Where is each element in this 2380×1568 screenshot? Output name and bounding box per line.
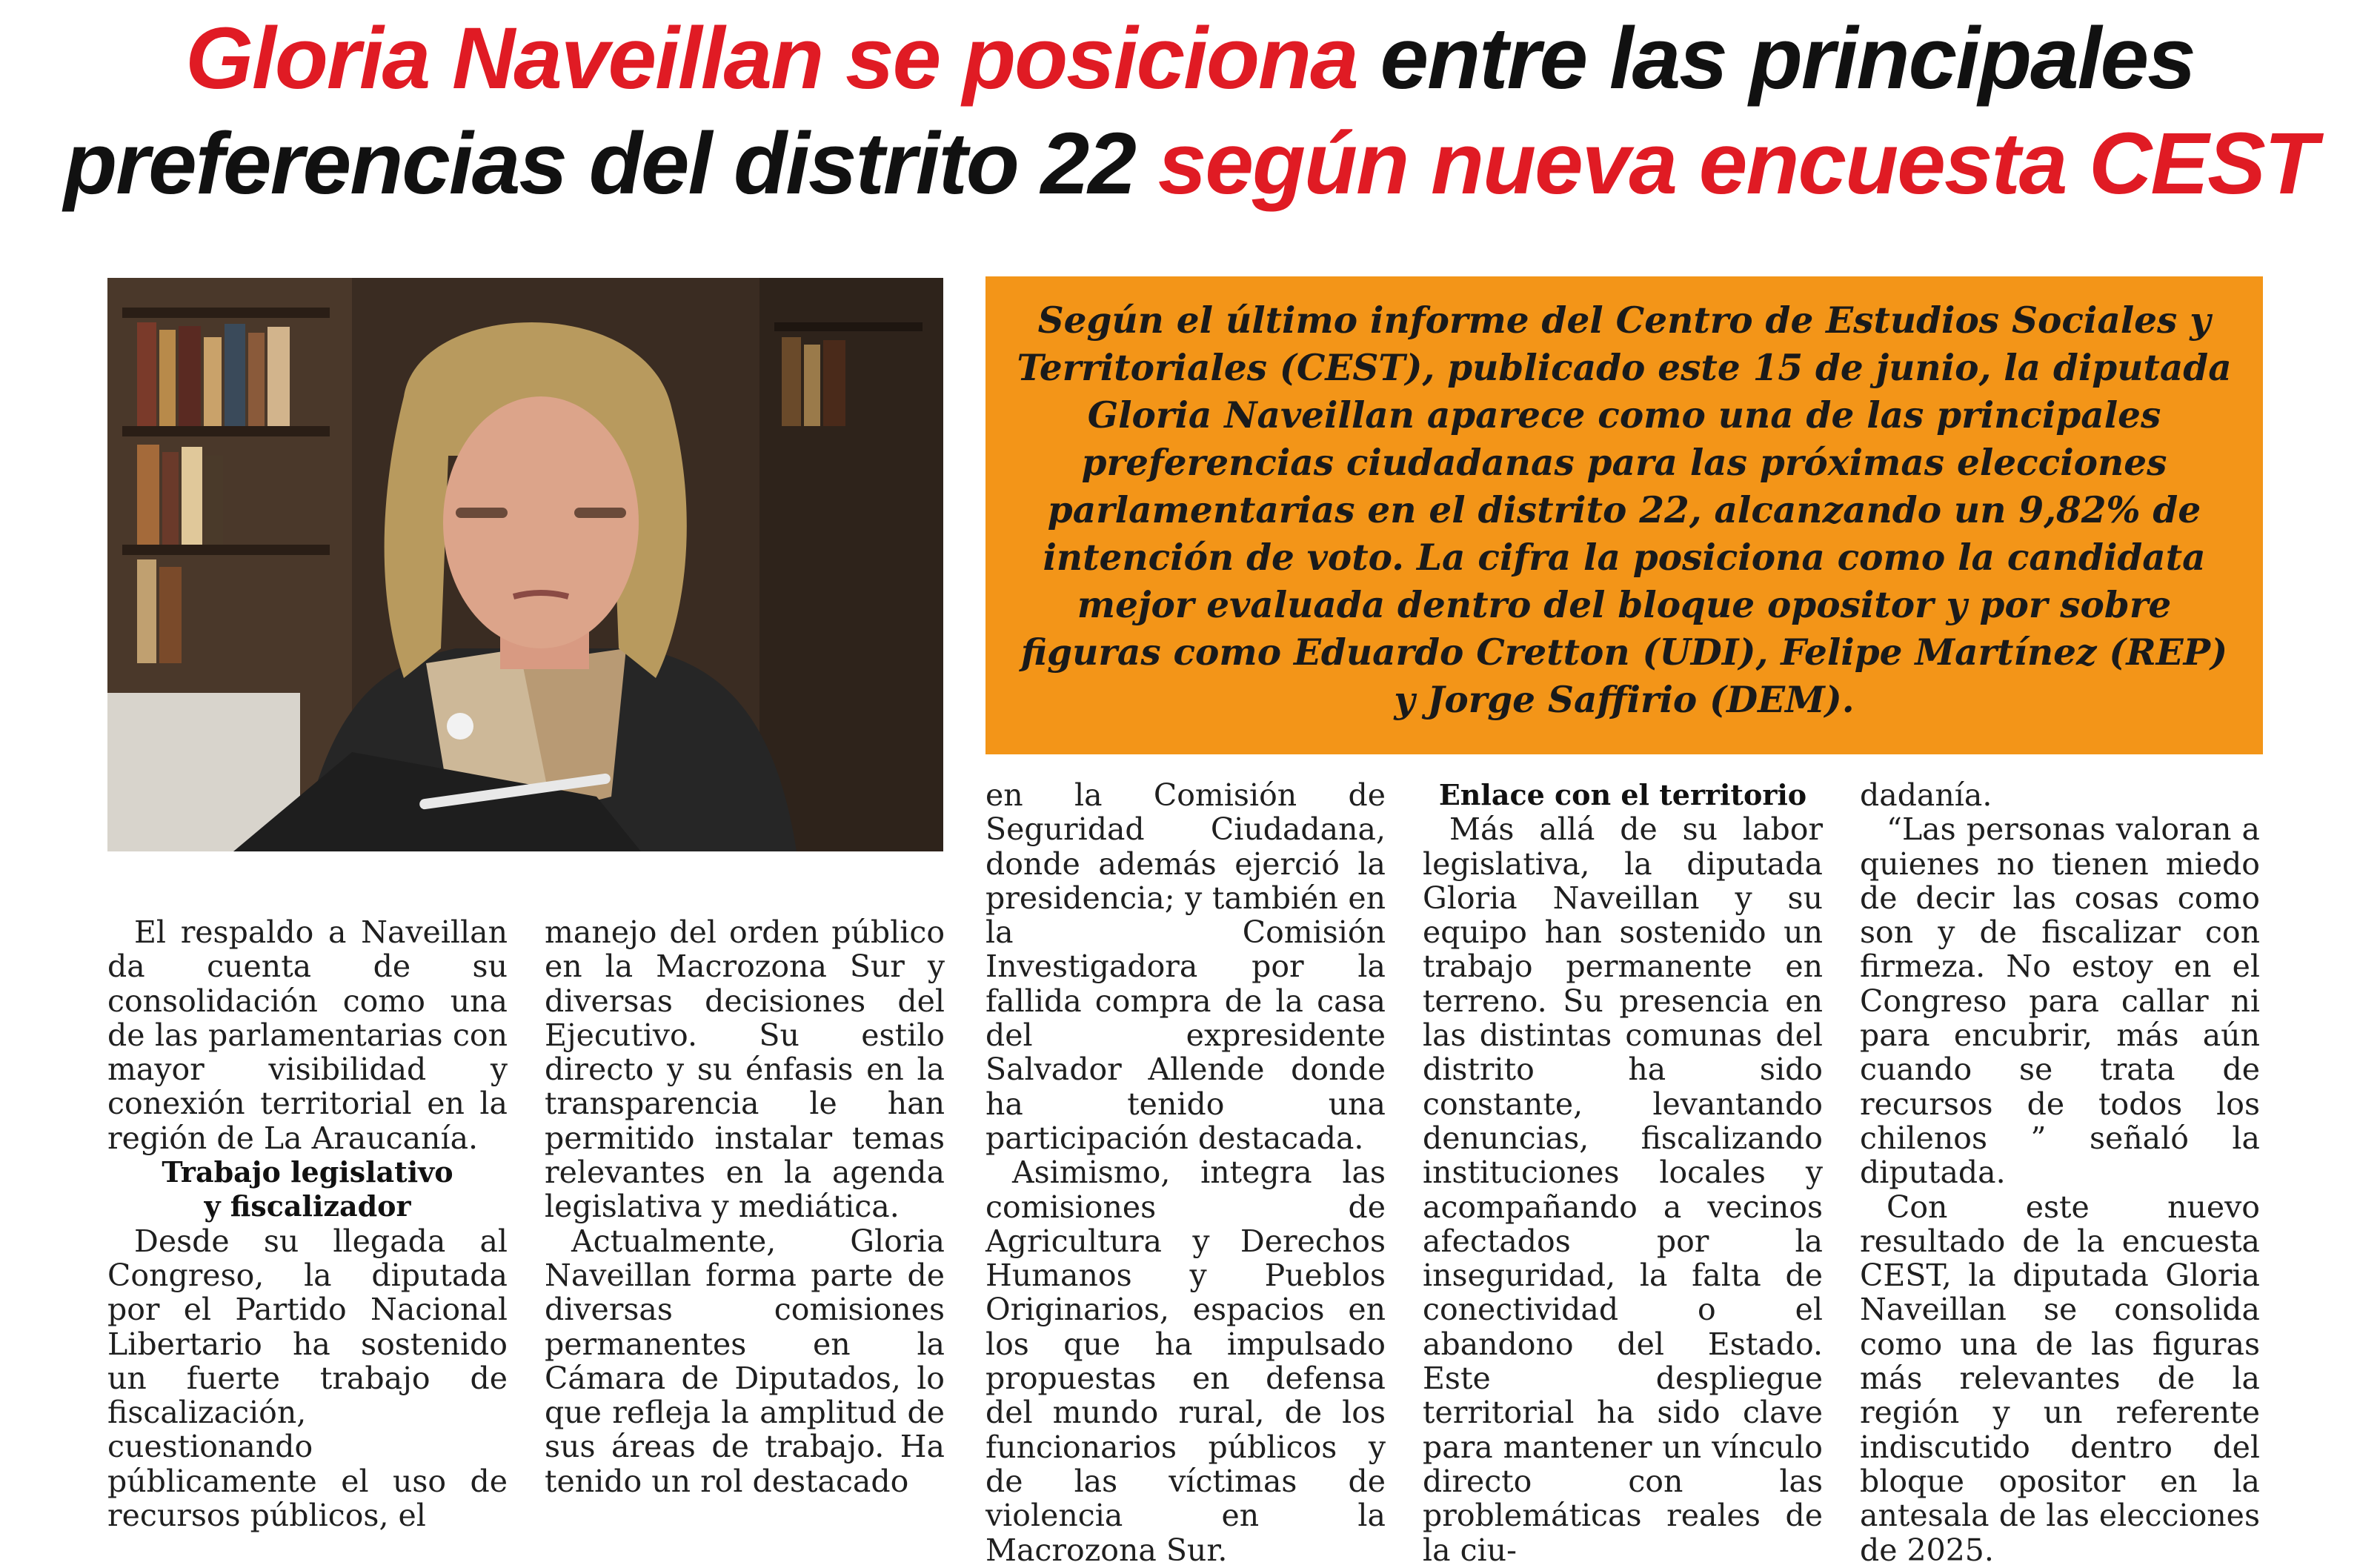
closing-paragraph: Con este nuevo resultado de la encuesta CEST, la diputada Gloria Naveillan se consolida como una de las figuras más relevantes de la región y un referente indiscutido dentro del bloque opositor en la antesala de las elecciones de 2025. bbox=[1860, 1189, 2260, 1568]
section-title-territorio: Enlace con el territorio bbox=[1438, 778, 1807, 811]
headline-red-part-2: según nueva encuesta CEST bbox=[1157, 115, 2316, 213]
article-column-1 bbox=[107, 915, 508, 1532]
portrait-photo bbox=[107, 278, 943, 851]
headline-black-part: entre las principales preferencias del distrito 22 bbox=[64, 10, 2195, 213]
section-title-legislative bbox=[107, 1155, 508, 1224]
paragraph-congreso: Desde su llegada al Congreso, la diputada por el Partido Nacional Libertario ha sostenido un fuerte trabajo de fiscalización, cuestionando públicamente el uso de recursos públicos, el bbox=[107, 1223, 508, 1534]
paragraph-comisiones-cont: en la Comisión de Seguridad Ciudadana, donde además ejerció la presidencia; y también en la Comisión Investigadora por la fallida compra de la casa del expresidente Salvador Allende donde ha tenido una participación destacada. bbox=[985, 777, 1386, 1156]
headline-red-part-1: Gloria Naveillan se posiciona bbox=[185, 10, 1357, 107]
headline bbox=[44, 6, 2336, 216]
lead-text: Según el último informe del Centro de Estudios Sociales y Territoriales (CEST), publicado este 15 de junio, la diputada Gloria Naveillan aparece como una de las principales preferencias ciudadanas para las próximas elecciones parlamentarias en el distrito 22, alcanzando un 9,82% de intención de voto. La cifra la posiciona como la candidata mejor evaluada dentro del bloque opositor y por sobre figuras como Eduardo Cretton (UDI), Felipe Martínez (REP) y Jorge Saffirio (DEM). bbox=[1017, 299, 2232, 721]
quote-paragraph: “Las personas valoran a quienes no tienen miedo de decir las cosas como son y de fiscalizar con firmeza. No estoy en el Congreso para callar ni para encubrir, más aún cuando se trata de recursos de todos los chilenos ” señaló la diputada. bbox=[1860, 811, 2260, 1191]
article-column-2 bbox=[545, 915, 945, 1498]
paragraph-territorio-cont: dadanía. bbox=[1860, 777, 1992, 813]
lead-box bbox=[985, 276, 2263, 754]
portrait-illustration bbox=[107, 278, 943, 851]
paragraph-comisiones: Actualmente, Gloria Naveillan forma parte de diversas comisiones permanentes en la Cámara de Diputados, lo que refleja la amplitud de sus áreas de trabajo. Ha tenido un rol destacado bbox=[545, 1223, 945, 1499]
section-title-line-1: Trabajo legislativo bbox=[162, 1155, 453, 1189]
paragraph-congreso-cont: manejo del orden público en la Macrozona Sur y diversas decisiones del Ejecutivo. Su estilo directo y su énfasis en la transparencia le han permitido instalar temas relevantes en la agenda legislativa y mediática. bbox=[545, 914, 945, 1225]
paragraph-territorio: Más allá de su labor legislativa, la diputada Gloria Naveillan y su equipo han sostenido un trabajo permanente en terreno. Su presencia en las distintas comunas del distrito ha sido constante, levantando denuncias, fiscalizando instituciones locales y acompañando a vecinos afectados por la inseguridad, la falta de conectividad o el abandono del Estado. Este despliegue territorial ha sido clave para mantener un vínculo directo con las problemáticas reales de la ciu- bbox=[1423, 811, 1823, 1568]
paragraph-asimismo: Asimismo, integra las comisiones de Agricultura y Derechos Humanos y Pueblos Originarios, espacios en los que ha impulsado propuestas en defensa del mundo rural, de los funcionarios públicos y de las víctimas de violencia en la Macrozona Sur. bbox=[985, 1155, 1386, 1568]
intro-paragraph: El respaldo a Naveillan da cuenta de su consolidación como una de las parlamentarias con mayor visibilidad y conexión territorial en la región de La Araucanía. bbox=[107, 914, 508, 1156]
article-column-3 bbox=[985, 778, 1386, 1567]
article-column-4 bbox=[1423, 778, 1823, 1567]
section-title-line-2: y fiscalizador bbox=[204, 1189, 411, 1223]
article-column-5 bbox=[1860, 778, 2260, 1567]
